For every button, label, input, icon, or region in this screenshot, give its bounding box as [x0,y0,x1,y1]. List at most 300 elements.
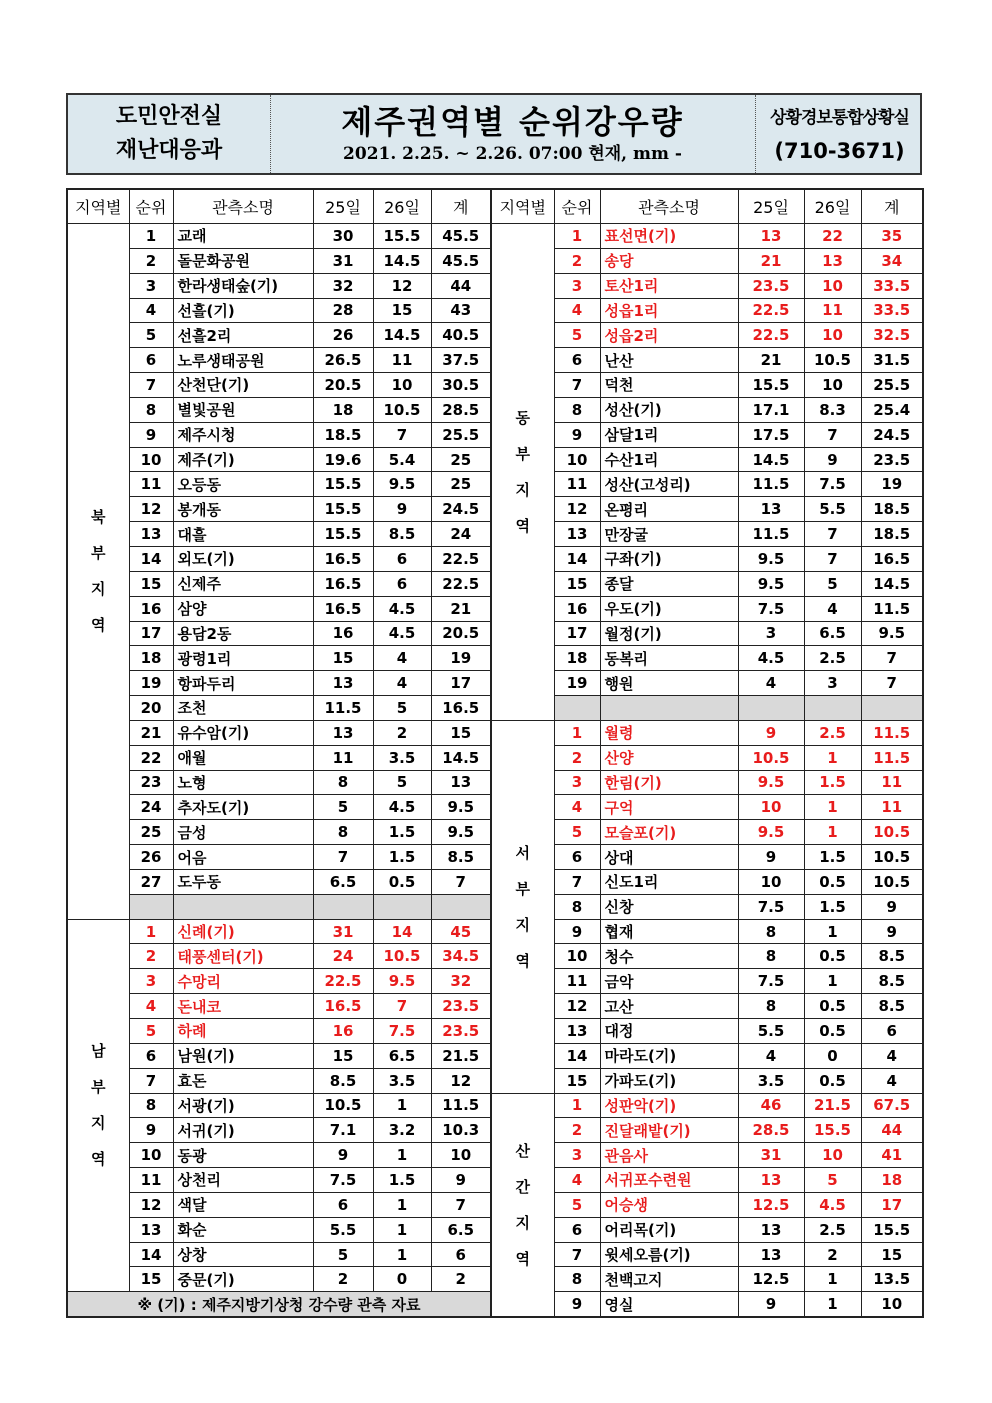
north-region-row [67,720,491,745]
station-name: 상대 [604,848,634,867]
rank-cell: 3 [554,1143,600,1168]
empty-cell [313,894,373,919]
north-region-label-char: 지 [91,580,106,599]
station-name-cell [600,323,738,348]
day25-cell: 16.5 [313,571,373,596]
station-name-cell [600,596,738,621]
total-cell: 30.5 [431,373,491,398]
day26-cell: 1.5 [373,1168,431,1193]
mountain-region-row [491,1192,923,1217]
rank-cell: 11 [554,472,600,497]
north-region-row [67,869,491,894]
west-region-label-char: 역 [515,951,530,970]
station-name-cell [173,621,313,646]
day25-cell: 10.5 [313,1093,373,1118]
east-region-row [491,224,923,249]
station-name-cell [600,472,738,497]
station-name: 진달래밭(기) [604,1121,691,1140]
station-name-cell [600,497,738,522]
day26-cell: 1 [373,1242,431,1267]
day26-cell: 1.5 [373,845,431,870]
north-region-row [67,845,491,870]
north-region-row [67,497,491,522]
day25-cell: 10 [738,869,804,894]
empty-cell [738,696,804,721]
south-region-row [67,1143,491,1168]
south-region-row [67,1093,491,1118]
day25-cell: 16.5 [313,994,373,1019]
mountain-region-row [491,1242,923,1267]
total-cell: 45.5 [431,224,491,249]
day25-cell: 30 [313,224,373,249]
day25-cell: 9.5 [738,770,804,795]
day25-cell: 12.5 [738,1192,804,1217]
station-name-cell [173,770,313,795]
rank-cell: 15 [554,1068,600,1093]
col-total: 계 [431,189,491,224]
station-name-cell [600,447,738,472]
west-region-row [491,894,923,919]
station-name: 선흘(기) [177,301,235,320]
station-name: 서귀포수련원 [604,1171,692,1190]
mountain-region-label [491,1093,554,1317]
empty-cell [373,894,431,919]
day26-cell: 3 [804,671,861,696]
day26-cell: 7 [373,994,431,1019]
day26-cell: 0.5 [804,944,861,969]
station-name-cell [173,994,313,1019]
north-region-row [67,696,491,721]
station-name: 난산 [604,351,634,370]
col-rank: 순위 [129,189,173,224]
south-region-row [67,944,491,969]
rank-cell: 2 [554,745,600,770]
day25-cell: 13 [313,720,373,745]
station-name: 삼양 [177,600,207,619]
rank-cell: 9 [129,1118,173,1143]
rank-cell: 3 [554,770,600,795]
station-name-cell [173,422,313,447]
day25-cell: 16 [313,1019,373,1044]
east-region-row [491,497,923,522]
station-name-cell [173,720,313,745]
day25-cell: 11.5 [313,696,373,721]
north-region-row [67,422,491,447]
total-cell: 10.3 [431,1118,491,1143]
station-name: 금성 [177,823,207,842]
total-cell: 25 [431,472,491,497]
station-name-cell [600,571,738,596]
day26-cell: 4 [373,646,431,671]
west-region-row [491,1068,923,1093]
east-region-label-char: 지 [515,480,530,499]
total-cell: 9.5 [431,795,491,820]
station-name-cell [600,770,738,795]
day26-cell: 2 [373,720,431,745]
total-cell: 16.5 [861,546,923,571]
station-name: 우도(기) [604,600,662,619]
station-name: 구억 [604,798,634,817]
station-name: 금악 [604,972,634,991]
station-name-cell [600,1019,738,1044]
west-region-label-char: 지 [515,915,530,934]
rank-cell: 26 [129,845,173,870]
east-region-row [491,447,923,472]
station-name: 외도(기) [177,550,235,569]
day25-cell: 15.5 [313,497,373,522]
rank-cell: 13 [129,522,173,547]
rank-cell: 10 [554,447,600,472]
station-name: 오등동 [177,475,221,494]
day26-cell: 2 [804,1242,861,1267]
north-region-row [67,770,491,795]
east-region-label [491,224,554,721]
rank-cell: 13 [554,522,600,547]
day26-cell: 0 [804,1043,861,1068]
day25-cell: 7.5 [738,894,804,919]
day25-cell: 32 [313,273,373,298]
station-name-cell [600,248,738,273]
total-cell: 15.5 [861,1217,923,1242]
station-name-cell [173,596,313,621]
station-name: 영실 [604,1295,634,1314]
station-name-cell [600,522,738,547]
north-region-row [67,397,491,422]
rank-cell: 8 [129,397,173,422]
rank-cell: 6 [554,845,600,870]
north-region-row [67,546,491,571]
day25-cell: 15 [313,646,373,671]
station-name-cell [600,1242,738,1267]
total-cell: 14.5 [431,745,491,770]
day25-cell: 23.5 [738,273,804,298]
total-cell: 25 [431,447,491,472]
day26-cell: 0 [373,1267,431,1292]
station-name: 효돈 [177,1072,207,1091]
total-cell: 24.5 [431,497,491,522]
west-region-row [491,820,923,845]
station-name: 만장굴 [604,525,648,544]
day25-cell: 8 [738,944,804,969]
day26-cell: 10 [804,1143,861,1168]
mountain-region-label-char: 역 [515,1249,530,1268]
rank-cell: 24 [129,795,173,820]
total-cell: 8.5 [431,845,491,870]
rank-cell: 10 [554,944,600,969]
west-region-row [491,994,923,1019]
day26-cell: 0.5 [804,994,861,1019]
rank-cell: 6 [554,348,600,373]
report-subtitle: 2021. 2.25. ~ 2.26. 07:00 현재, mm - [343,144,682,164]
day26-cell: 6.5 [804,621,861,646]
station-name-cell [600,869,738,894]
total-cell: 10.5 [861,845,923,870]
station-name-cell [173,447,313,472]
day25-cell: 14.5 [738,447,804,472]
total-cell: 10.5 [861,820,923,845]
day25-cell: 26.5 [313,348,373,373]
east-region-row [491,373,923,398]
total-cell: 9.5 [861,621,923,646]
total-cell: 18 [861,1168,923,1193]
east-region-row [491,273,923,298]
day26-cell: 1.5 [804,845,861,870]
station-name-cell [173,1267,313,1292]
day26-cell: 4 [804,596,861,621]
day25-cell: 6.5 [313,869,373,894]
rank-cell: 1 [129,919,173,944]
day25-cell: 10.5 [738,745,804,770]
station-name: 성판악(기) [604,1096,677,1115]
day26-cell: 9.5 [373,969,431,994]
day26-cell: 3.5 [373,1068,431,1093]
total-cell: 10.5 [861,869,923,894]
rank-cell: 5 [554,820,600,845]
day25-cell: 13 [313,671,373,696]
total-cell: 11.5 [431,1093,491,1118]
total-cell: 25.5 [861,373,923,398]
rank-cell: 16 [129,596,173,621]
rank-cell: 1 [554,224,600,249]
rank-cell: 2 [554,248,600,273]
rank-cell: 2 [129,944,173,969]
day25-cell: 7 [313,845,373,870]
rank-cell: 12 [554,497,600,522]
north-region-row [67,447,491,472]
total-cell: 9 [861,919,923,944]
station-name: 화순 [177,1221,207,1240]
station-name-cell [600,1143,738,1168]
day26-cell: 8.3 [804,397,861,422]
left-rainfall-table [66,188,492,1318]
west-region-row [491,869,923,894]
rank-cell: 22 [129,745,173,770]
station-name-cell [600,422,738,447]
day26-cell: 14 [373,919,431,944]
day25-cell: 8 [738,919,804,944]
east-region-row [491,397,923,422]
day26-cell: 10.5 [804,348,861,373]
rank-cell: 8 [554,1267,600,1292]
rank-cell: 3 [129,969,173,994]
day26-cell: 1 [804,745,861,770]
rank-cell: 5 [129,323,173,348]
total-cell: 44 [431,273,491,298]
station-name-cell [173,472,313,497]
rank-cell: 27 [129,869,173,894]
day25-cell: 3.5 [738,1068,804,1093]
total-cell: 37.5 [431,348,491,373]
station-name: 용담2동 [177,624,232,643]
station-name-cell [173,745,313,770]
day25-cell: 22.5 [738,298,804,323]
day26-cell: 1 [373,1192,431,1217]
rank-cell: 19 [129,671,173,696]
east-region-row [491,621,923,646]
day25-cell: 18.5 [313,422,373,447]
day26-cell: 4.5 [804,1192,861,1217]
day25-cell: 19.6 [313,447,373,472]
day25-cell: 17.1 [738,397,804,422]
total-cell: 6 [431,1242,491,1267]
east-region-row [491,522,923,547]
rank-cell: 1 [554,720,600,745]
day25-cell: 26 [313,323,373,348]
station-name-cell [600,919,738,944]
rank-cell: 11 [554,969,600,994]
day25-cell: 9.5 [738,571,804,596]
station-name: 동복리 [604,649,648,668]
station-name: 노형 [177,773,207,792]
day26-cell: 15.5 [373,224,431,249]
day25-cell: 13 [738,1242,804,1267]
south-region-row [67,919,491,944]
total-cell: 9.5 [431,820,491,845]
station-name-cell [173,1217,313,1242]
east-region-row [491,323,923,348]
day26-cell: 7 [373,422,431,447]
rank-cell: 6 [129,348,173,373]
total-cell: 11.5 [861,745,923,770]
station-name: 협재 [604,923,634,942]
day25-cell: 31 [313,919,373,944]
total-cell: 24.5 [861,422,923,447]
rank-cell: 15 [129,1267,173,1292]
south-region-row [67,1068,491,1093]
rank-cell: 15 [554,571,600,596]
day25-cell: 21 [738,348,804,373]
station-name: 청수 [604,947,634,966]
day25-cell: 11 [313,745,373,770]
station-name: 선흘2리 [177,326,232,345]
station-name: 돌문화공원 [177,252,250,271]
day25-cell: 22.5 [738,323,804,348]
total-cell: 6.5 [431,1217,491,1242]
station-name-cell [600,845,738,870]
mountain-region-row [491,1217,923,1242]
station-name-cell [173,1043,313,1068]
day26-cell: 1 [373,1093,431,1118]
day25-cell: 3 [738,621,804,646]
north-region-empty-row [67,894,491,919]
west-region-label-char: 부 [515,879,530,898]
day26-cell: 5 [804,571,861,596]
rank-cell: 25 [129,820,173,845]
north-region-row [67,646,491,671]
total-cell: 6 [861,1019,923,1044]
station-name-cell [173,795,313,820]
east-region-label-char: 역 [515,516,530,535]
station-name-cell [600,1168,738,1193]
day25-cell: 9.5 [738,546,804,571]
north-region-row [67,472,491,497]
station-name: 하례 [177,1022,207,1041]
station-name-cell [600,944,738,969]
total-cell: 12 [431,1068,491,1093]
day25-cell: 7.5 [738,596,804,621]
station-name: 어음 [177,848,207,867]
station-name: 교래 [177,227,207,246]
total-cell: 18.5 [861,522,923,547]
day26-cell: 10 [804,273,861,298]
station-name-cell [600,1217,738,1242]
north-region-row [67,596,491,621]
station-name: 노루생태공원 [177,351,265,370]
rank-cell: 11 [129,472,173,497]
rank-cell: 13 [554,1019,600,1044]
station-name: 표선면(기) [604,227,677,246]
north-region-row [67,373,491,398]
station-name: 한림(기) [604,773,662,792]
day25-cell: 11.5 [738,522,804,547]
south-region-row [67,1168,491,1193]
station-name-cell [600,224,738,249]
total-cell: 40.5 [431,323,491,348]
day26-cell: 1.5 [373,820,431,845]
station-name-cell [173,1068,313,1093]
day25-cell: 31 [738,1143,804,1168]
total-cell: 19 [431,646,491,671]
day25-cell: 10 [738,795,804,820]
mountain-region-label-char: 지 [515,1213,530,1232]
day25-cell: 5.5 [313,1217,373,1242]
total-cell: 67.5 [861,1093,923,1118]
station-name-cell [173,348,313,373]
day26-cell: 1 [804,919,861,944]
col-total: 계 [861,189,923,224]
day25-cell: 6 [313,1192,373,1217]
west-region-row [491,720,923,745]
footnote: ※ (기) : 제주지방기상청 강수량 관측 자료 [67,1292,491,1317]
day26-cell: 9.5 [373,472,431,497]
station-name: 관음사 [604,1146,648,1165]
station-name-cell [600,1192,738,1217]
day26-cell: 14.5 [373,323,431,348]
total-cell: 18.5 [861,497,923,522]
station-name-cell [600,348,738,373]
station-name-cell [600,969,738,994]
station-name-cell [600,1093,738,1118]
day26-cell: 7 [804,546,861,571]
total-cell: 13.5 [861,1267,923,1292]
total-cell: 43 [431,298,491,323]
day26-cell: 1.5 [804,770,861,795]
total-cell: 19 [861,472,923,497]
day25-cell: 17.5 [738,422,804,447]
north-region-label-char: 역 [91,616,106,635]
rank-cell: 7 [554,1242,600,1267]
west-region-row [491,745,923,770]
station-name: 고산 [604,997,634,1016]
day25-cell: 11.5 [738,472,804,497]
station-name-cell [173,1118,313,1143]
total-cell: 35 [861,224,923,249]
station-name-cell [600,994,738,1019]
day26-cell: 7 [804,522,861,547]
total-cell: 7 [431,1192,491,1217]
empty-cell [804,696,861,721]
day25-cell: 22.5 [313,969,373,994]
total-cell: 11 [861,795,923,820]
day25-cell: 4 [738,671,804,696]
day25-cell: 13 [738,1217,804,1242]
west-region-row [491,845,923,870]
station-name-cell [173,1168,313,1193]
rank-cell: 17 [554,621,600,646]
day26-cell: 0.5 [373,869,431,894]
contact-block [755,95,923,173]
day26-cell: 0.5 [804,1068,861,1093]
